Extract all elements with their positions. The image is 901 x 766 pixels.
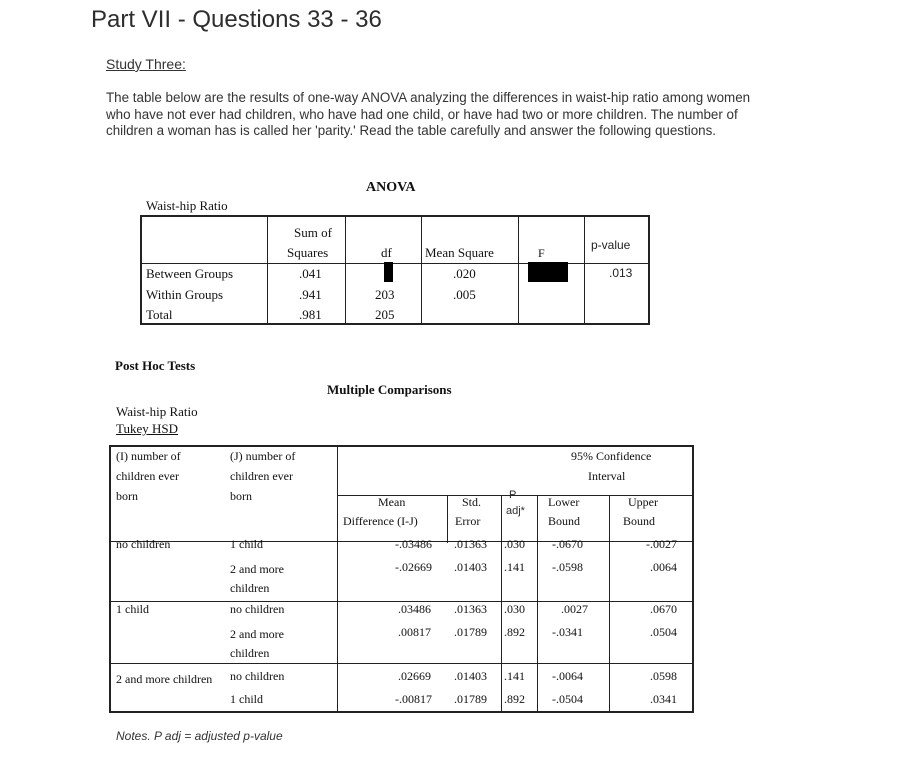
mc-row-j: 2 and more children — [230, 562, 284, 595]
anova-header-ss-line1: Sum of — [294, 225, 332, 240]
mc-row-j: 1 child — [230, 692, 263, 706]
anova-row-label: Total — [146, 307, 173, 322]
intro-paragraph: The table below are the results of one-way ANOVA analyzing the differences in waist-hip ratio among women who have not ever had children, who have had one child, or have had two or more children. The number of children a woman has is called her 'parity.' Read the table carefully and answer the following questions. — [106, 90, 751, 139]
mc-row-md: -.02669 — [395, 560, 432, 574]
mc-row-p: .030 — [504, 602, 525, 616]
mc-header-upper-line2: Bound — [623, 514, 656, 528]
anova-row-ss: .941 — [299, 287, 322, 302]
anova-title: ANOVA — [366, 180, 416, 195]
page-title: Part VII - Questions 33 - 36 — [91, 6, 382, 33]
anova-header-df: df — [381, 245, 392, 260]
mc-row-md: .00817 — [398, 625, 431, 639]
mc-header-i-line1: (I) number of — [116, 449, 181, 463]
mc-header-i-line2: children ever — [116, 469, 179, 483]
mc-header-lower-line2: Bound — [548, 514, 581, 528]
mc-row-p: .892 — [504, 625, 525, 639]
redacted-df — [384, 262, 393, 282]
anova-row-ss: .981 — [299, 307, 322, 322]
mc-group-label: 2 and more children — [116, 672, 213, 686]
mc-row-p: .030 — [504, 537, 525, 551]
mc-header-md-line1: Mean — [378, 495, 406, 509]
mc-header-upper-line1: Upper — [628, 495, 658, 509]
anova-row-df: 205 — [375, 307, 395, 322]
mc-header-ci-line1: 95% Confidence — [571, 449, 652, 463]
mc-row-p: .892 — [504, 692, 525, 706]
mc-row-lower: .0027 — [561, 602, 588, 616]
anova-row-df: 203 — [375, 287, 395, 302]
mc-row-upper: .0064 — [650, 560, 677, 574]
mc-subtitle-variable: Waist-hip Ratio — [116, 404, 198, 419]
anova-row-ms: .020 — [453, 266, 476, 281]
mc-row-md: .02669 — [398, 669, 431, 683]
mc-row-lower: -.0064 — [552, 669, 583, 683]
mc-row-lower: -.0341 — [552, 625, 583, 639]
mc-row-upper: .0598 — [650, 669, 677, 683]
table-notes: Notes. P adj = adjusted p-value — [116, 729, 283, 743]
anova-row-p-value: .013 — [609, 266, 633, 280]
mc-header-se-line2: Error — [455, 514, 481, 528]
mc-group-label: 1 child — [116, 602, 149, 616]
anova-row-label: Between Groups — [146, 266, 234, 281]
mc-header-p-line1: P — [509, 489, 517, 501]
mc-row-md: -.03486 — [395, 537, 432, 551]
mc-row-se: .01403 — [454, 669, 487, 683]
mc-row-upper: .0504 — [650, 625, 677, 639]
mc-header-lower-line1: Lower — [548, 495, 580, 509]
mc-header-se-line1: Std. — [462, 495, 482, 509]
anova-subtitle: Waist-hip Ratio — [146, 198, 228, 213]
mc-row-md: .03486 — [398, 602, 431, 616]
mc-row-se: .01363 — [454, 537, 487, 551]
mc-row-j: 2 and more children — [230, 627, 284, 660]
mc-row-se: .01789 — [454, 625, 487, 639]
mc-row-j: no children — [230, 669, 285, 683]
anova-header-mean-square: Mean Square — [425, 245, 494, 260]
study-title: Study Three: — [106, 56, 186, 72]
mc-row-j: 1 child — [230, 537, 263, 551]
mc-row-lower: -.0670 — [552, 537, 583, 551]
anova-header-ss-line2: Squares — [287, 245, 329, 260]
posthoc-section-title: Post Hoc Tests — [115, 358, 196, 373]
mc-row-j: no children — [230, 602, 285, 616]
mc-header-p-line2: adj* — [506, 505, 525, 517]
redacted-f — [528, 262, 568, 282]
mc-row-lower: -.0598 — [552, 560, 583, 574]
anova-row-ms: .005 — [453, 287, 476, 302]
mc-subtitle-method: Tukey HSD — [116, 421, 179, 436]
mc-row-se: .01363 — [454, 602, 487, 616]
mc-group-label: no children — [116, 537, 171, 551]
mc-row-p: .141 — [504, 560, 525, 574]
anova-row-label: Within Groups — [146, 287, 224, 302]
mc-header-j-line2: children ever — [230, 469, 293, 483]
mc-header-i-line3: born — [116, 489, 138, 503]
mc-row-p: .141 — [504, 669, 525, 683]
mc-row-md: -.00817 — [395, 692, 432, 706]
mc-header-j-line1: (J) number of — [230, 449, 296, 463]
mc-header-j-line3: born — [230, 489, 252, 503]
mc-header-ci-line2: Interval — [588, 469, 626, 483]
anova-header-f: F — [538, 246, 545, 260]
multiple-comparisons-title: Multiple Comparisons — [327, 382, 452, 397]
mc-row-upper: -.0027 — [646, 537, 677, 551]
mc-row-upper: .0670 — [650, 602, 677, 616]
mc-row-se: .01403 — [454, 560, 487, 574]
anova-row-ss: .041 — [299, 266, 322, 281]
mc-row-upper: .0341 — [650, 692, 677, 706]
mc-row-se: .01789 — [454, 692, 487, 706]
mc-header-md-line2: Difference (I-J) — [343, 514, 418, 528]
anova-header-p-value: p-value — [591, 238, 631, 252]
mc-row-lower: -.0504 — [552, 692, 583, 706]
